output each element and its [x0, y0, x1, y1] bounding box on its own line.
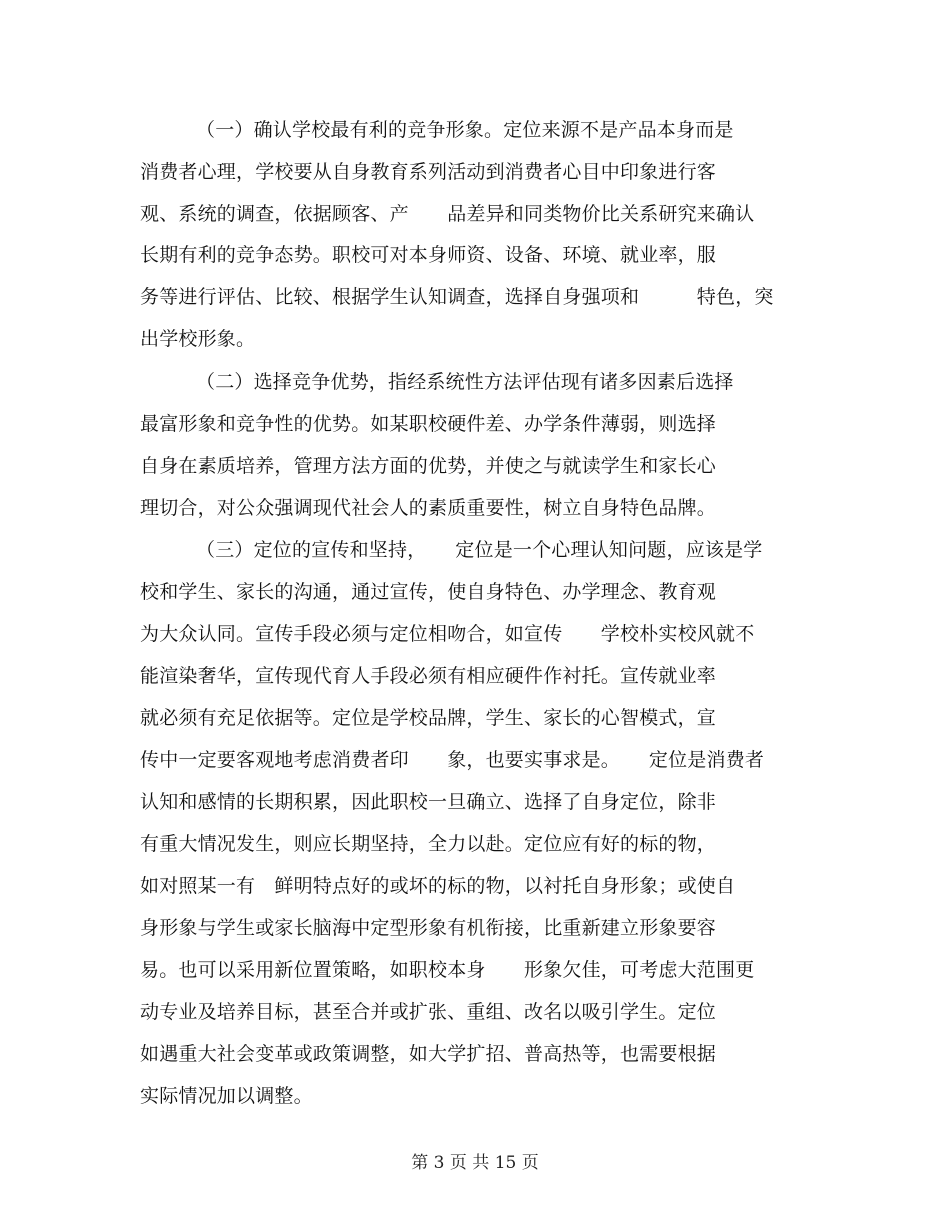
paragraph-line: 理切合，对公众强调现代社会人的素质重要性，树立自身特色品牌。 [140, 497, 717, 519]
paragraph-line: 传中一定要客观地考虑消费者印 象，也要实事求是。 定位是消费者 [140, 749, 765, 771]
paragraph-line: 长期有利的竞争态势。职校可对本身师资、设备、环境、就业率，服 [140, 244, 717, 266]
paragraph-line: 动专业及培养目标，甚至合并或扩张、重组、改名以吸引学生。定位 [140, 1001, 717, 1023]
paragraph-line: 消费者心理，学校要从自身教育系列活动到消费者心目中印象进行客 [140, 161, 717, 183]
paragraph-line: 实际情况加以调整。 [140, 1085, 313, 1107]
paragraph-line: 最富形象和竞争性的优势。如某职校硬件差、办学条件薄弱，则选择 [140, 413, 717, 435]
paragraph-line: 认知和感情的长期积累，因此职校一旦确立、选择了自身定位，除非 [140, 791, 717, 813]
paragraph-line: 有重大情况发生，则应长期坚持，全力以赴。定位应有好的标的物， [140, 833, 717, 855]
paragraph-line: （一）确认学校最有利的竞争形象。定位来源不是产品本身而是 [196, 119, 734, 141]
paragraph-line: 校和学生、家长的沟通，通过宣传，使自身特色、办学理念、教育观 [140, 581, 717, 603]
paragraph-line: 就必须有充足依据等。定位是学校品牌，学生、家长的心智模式，宣 [140, 707, 717, 729]
paragraph-line: （三）定位的宣传和坚持， 定位是一个心理认知问题，应该是学 [196, 539, 763, 561]
page-number-footer: 第 3 页 共 15 页 [411, 1153, 539, 1173]
paragraph-line: 能渲染奢华，宣传现代育人手段必须有相应硬件作衬托。宣传就业率 [140, 665, 717, 687]
paragraph-line: 如对照某一有 鲜明特点好的或坏的标的物，以衬托自身形象；或使自 [140, 875, 736, 897]
paragraph-line: 观、系统的调查，依据顾客、产 品差异和同类物价比关系研究来确认 [140, 203, 755, 225]
paragraph-line: 自身在素质培养，管理方法方面的优势，并使之与就读学生和家长心 [140, 455, 717, 477]
paragraph-line: 身形象与学生或家长脑海中定型形象有机衔接，比重新建立形象要容 [140, 917, 717, 939]
paragraph-line: 易。也可以采用新位置策略，如职校本身 形象欠佳，可考虑大范围更 [140, 959, 755, 981]
paragraph-line: 为大众认同。宣传手段必须与定位相吻合，如宣传 学校朴实校风就不 [140, 623, 755, 645]
paragraph-line: 出学校形象。 [140, 328, 256, 350]
paragraph-line: 务等进行评估、比较、根据学生认知调查，选择自身强项和 特色，突 [140, 286, 774, 308]
paragraph-line: （二）选择竞争优势，指经系统性方法评估现有诸多因素后选择 [196, 371, 734, 393]
paragraph-line: 如遇重大社会变革或政策调整，如大学扩招、普高热等，也需要根据 [140, 1043, 717, 1065]
